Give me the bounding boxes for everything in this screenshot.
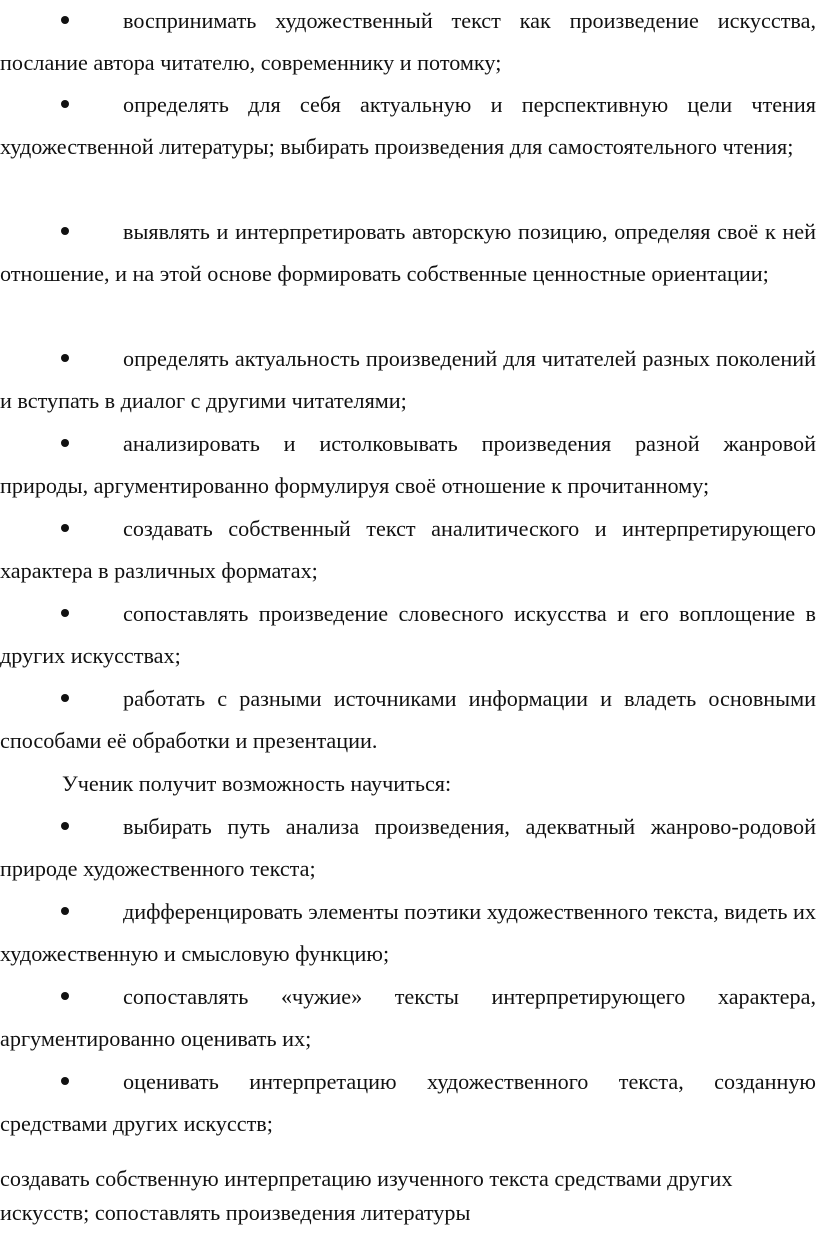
list-item: оценивать интерпретацию художественного текста, созданную средствами других искусств;: [0, 1069, 816, 1136]
list-item: работать с разными источниками информации и владеть основными способами её обработки и презентации.: [0, 686, 816, 753]
section-subheading: Ученик получит возможность научиться:: [62, 771, 452, 796]
list-item: воспринимать художественный текст как произведение искусства, послание автора читателю, современнику и потомку;: [0, 8, 816, 75]
list-item: определять актуальность произведений для читателей разных поколений и вступать в диалог с другими читателями;: [0, 346, 816, 413]
list-item: сопоставлять произведение словесного искусства и его воплощение в других искусствах;: [0, 601, 816, 668]
list-item: сопоставлять «чужие» тексты интерпретирующего характера, аргументированно оценивать их;: [0, 984, 816, 1051]
list-item: выявлять и интерпретировать авторскую позицию, определяя своё к ней отношение, и на этой основе формировать собственные ценностные ориентации;: [0, 219, 816, 286]
list-item: выбирать путь анализа произведения, адекватный жанрово-родовой природе художественного текста;: [0, 814, 816, 881]
tail-paragraph: создавать собственную интерпретацию изученного текста средствами других искусств; сопоставлять произведения литературы: [0, 1166, 733, 1225]
list-item: дифференцировать элементы поэтики художественного текста, видеть их художественную и смысловую функцию;: [0, 899, 816, 966]
list-item: анализировать и истолковывать произведения разной жанровой природы, аргументированно формулируя своё отношение к прочитанному;: [0, 431, 816, 498]
list-item: определять для себя актуальную и перспективную цели чтения художественной литературы; выбирать произведения для самостоятельного чтения;: [0, 92, 816, 159]
list-item: создавать собственный текст аналитического и интерпретирующего характера в различных форматах;: [0, 516, 816, 583]
